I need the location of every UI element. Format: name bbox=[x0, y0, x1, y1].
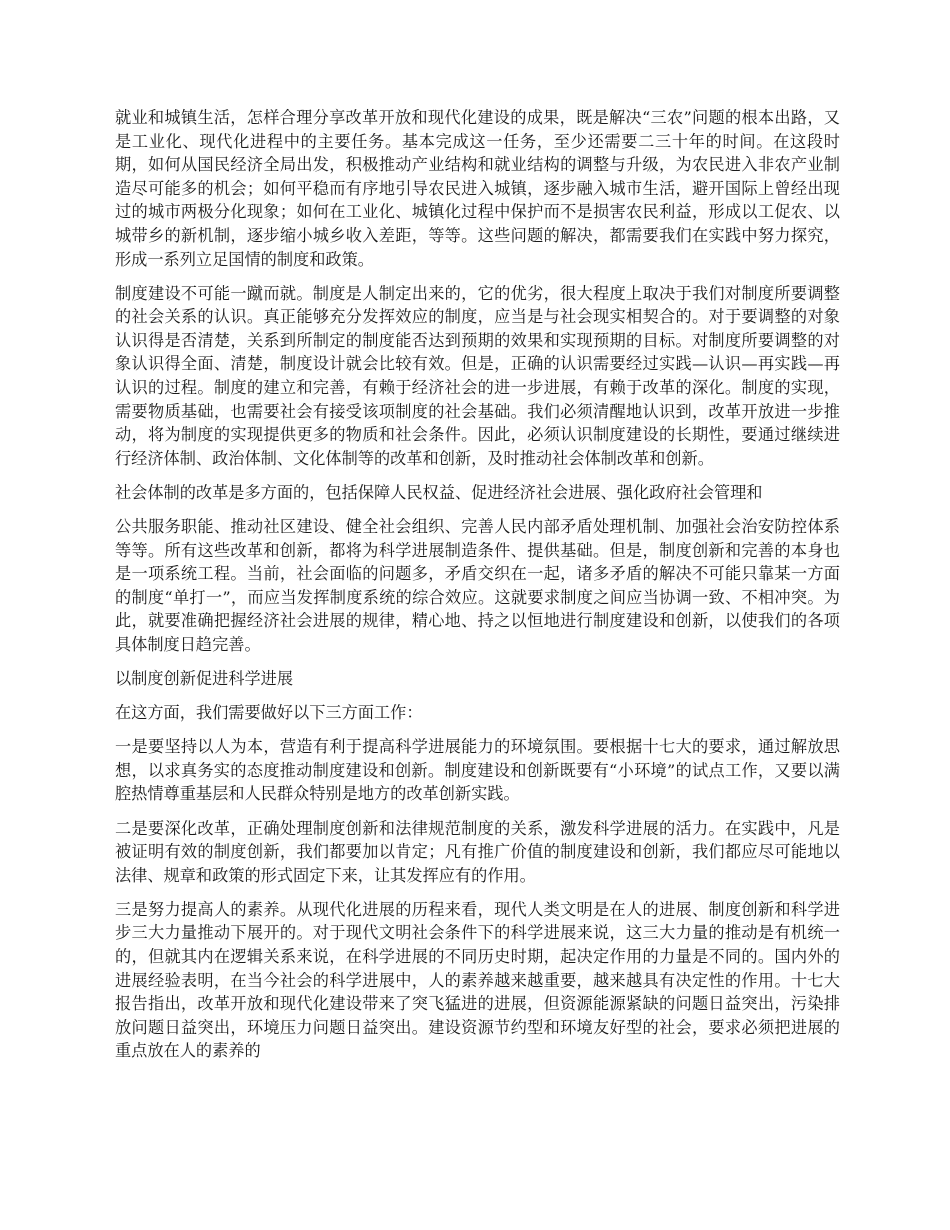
section-heading: 以制度创新促进科学进展 bbox=[115, 669, 294, 689]
paragraph-point-1: 一是要坚持以人为本，营造有利于提高科学进展能力的环境氛围。要根据十七大的要求，通过解放思想，以求真务实的态度推动制度建设和创新。制度建设和创新既要有“小环境”的试点工作，又要以满腔热情尊重基层和人民群众特别是地方的改革创新实践。 bbox=[115, 737, 840, 804]
paragraph-2: 制度建设不可能一蹴而就。制度是人制定出来的，它的优劣，很大程度上取决于我们对制度所要调整的社会关系的认识。真正能够充分发挥效应的制度，应当是与社会现实相契合的。对于要调整的对象认识得是否清楚，关系到所制定的制度能否达到预期的效果和实现预期的目标。对制度所要调整的对象认识得全面、清楚，制度设计就会比较有效。但是，正确的认识需要经过实践—认识—再实践—再认识的过程。制度的建立和完善，有赖于经济社会的进一步进展，有赖于改革的深化。制度的实现，需要物质基础，也需要社会有接受该项制度的社会基础。我们必须清醒地认识到，改革开放进一步推动，将为制度的实现提供更多的物质和社会条件。因此，必须认识制度建设的长期性，要通过继续进行经济体制、政治体制、文化体制等的改革和创新，及时推动社会体制改革和创新。 bbox=[115, 283, 840, 468]
paragraph-point-3: 三是努力提高人的素养。从现代化进展的历程来看，现代人类文明是在人的进展、制度创新和科学进步三大力量推动下展开的。对于现代文明社会条件下的科学进展来说，这三大力量的推动是有机统一的，但就其内在逻辑关系来说，在科学进展的不同历史时期，起决定作用的力量是不同的。国内外的进展经验表明，在当今社会的科学进展中，人的素养越来越重要，越来越具有决定性的作用。十七大报告指出，改革开放和现代化建设带来了突飞猛进的进展，但资源能源紧缺的问题日益突出，污染排放问题日益突出，环境压力问题日益突出。建设资源节约型和环境友好型的社会，要求必须把进展的重点放在人的素养的 bbox=[115, 899, 840, 1061]
paragraph-3: 社会体制的改革是多方面的，包括保障人民权益、促进经济社会进展、强化政府社会管理和 bbox=[115, 482, 763, 502]
paragraph-point-2: 二是要深化改革，正确处理制度创新和法律规范制度的关系，激发科学进展的活力。在实践中，凡是被证明有效的制度创新，我们都要加以肯定；凡有推广价值的制度建设和创新，我们都应尽可能地以法律、规章和政策的形式固定下来，让其发挥应有的作用。 bbox=[115, 818, 840, 885]
paragraph-intro: 在这方面，我们需要做好以下三方面工作： bbox=[115, 703, 423, 723]
paragraph-1: 就业和城镇生活，怎样合理分享改革开放和现代化建设的成果，既是解决“三农”问题的根本出路，又是工业化、现代化进程中的主要任务。基本完成这一任务，至少还需要二三十年的时间。在这段时期，如何从国民经济全局出发，积极推动产业结构和就业结构的调整与升级，为农民进入非农产业制造尽可能多的机会；如何平稳而有序地引导农民进入城镇，逐步融入城市生活，避开国际上曾经出现过的城市两极分化现象；如何在工业化、城镇化过程中保护而不是损害农民利益，形成以工促农、以城带乡的新机制，逐步缩小城乡收入差距，等等。这些问题的解决，都需要我们在实践中努力探究，形成一系列立足国情的制度和政策。 bbox=[115, 108, 840, 269]
paragraph-4: 公共服务职能、推动社区建设、健全社会组织、完善人民内部矛盾处理机制、加强社会治安防控体系等等。所有这些改革和创新，都将为科学进展制造条件、提供基础。但是，制度创新和完善的本身也是一项系统工程。当前，社会面临的问题多，矛盾交织在一起，诸多矛盾的解决不可能只靠某一方面的制度“单打一”，而应当发挥制度系统的综合效应。这就要求制度之间应当协调一致、不相冲突。为此，就要准确把握经济社会进展的规律，精心地、持之以恒地进行制度建设和创新，以使我们的各项具体制度日趋完善。 bbox=[115, 517, 840, 654]
document-page bbox=[115, 106, 840, 1073]
